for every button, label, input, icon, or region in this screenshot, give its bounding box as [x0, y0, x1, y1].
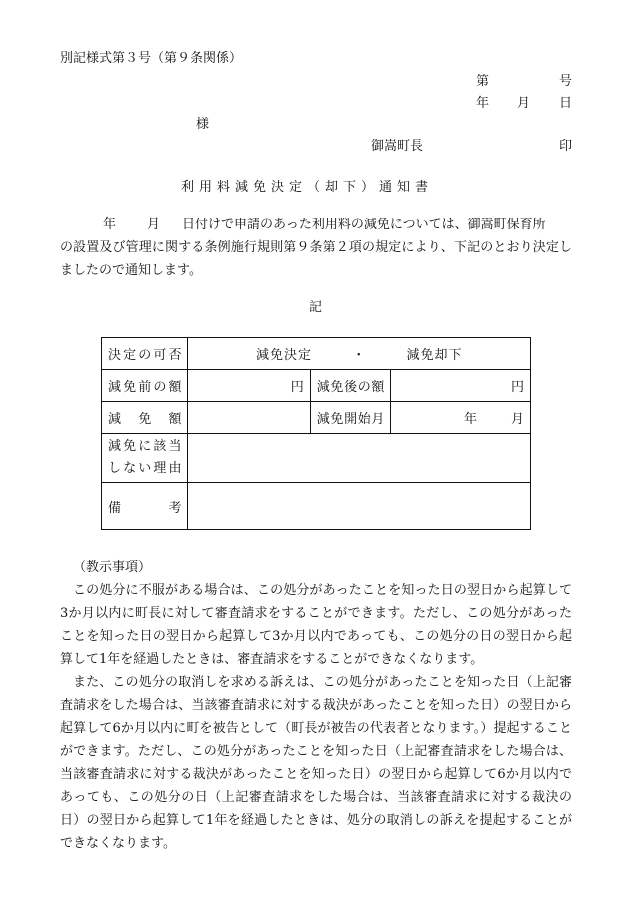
notes-heading: （教示事項） [73, 560, 152, 575]
start-month-label: 減免開始月 [310, 402, 391, 434]
date-month: 月 [517, 96, 531, 111]
notes-paragraph-2: また、この処分の取消しを求める訴えは、この処分があったことを知った日（上記審査請求をした場合は、当該審査請求に対する裁決があったことを知った日）の翌日から起算して6か月以内に町を被告として（町長が被告の代表者となります。）提起することができます。ただし、この処分があったことを知った日（上記審査請求をした場合は、当該審査請求に対する裁決があったことを知った日）の翌日から起算して6か月以内であっても、この処分の日（上記審査請求をした場合は、当該審査請求に対する裁決の日）の翌日から起算して1年を経過したときは、処分の取消しの訴えを提起することができなくなります。 [60, 675, 572, 851]
seal-mark: 印 [559, 139, 573, 154]
reason-value [188, 434, 531, 483]
reason-label-line-1: 減免に該当 [108, 439, 182, 454]
notes-paragraph-1: この処分に不服がある場合は、この処分があったことを知った日の翌日から起算して3か月以内に町長に対して審査請求をすることができます。ただし、この処分があったことを知った日の翌日から起算して3か月以内であっても、この処分の日の翌日から起算して1年を経過したときは、審査請求をすることができなくなります。 [60, 583, 572, 667]
start-month-unit: 月 [510, 412, 524, 427]
after-amount-label: 減免後の額 [310, 370, 391, 402]
table-row [102, 402, 531, 434]
before-amount-unit: 円 [188, 370, 310, 402]
reason-label [102, 434, 188, 483]
before-amount-label: 減免前の額 [102, 370, 188, 402]
decision-label: 決定の可否 [102, 338, 188, 370]
table-row [102, 434, 531, 483]
after-amount-unit: 円 [391, 370, 531, 402]
intro-month: 月 [147, 217, 161, 232]
ki-heading: 記 [309, 300, 323, 315]
start-year-unit: 年 [463, 412, 477, 427]
issuer-name: 御嵩町長 [371, 139, 424, 154]
intro-text: の設置及び管理に関する条例施行規則第９条第２項の規定により、下記のとおり決定しましたので通知します。 [60, 240, 572, 278]
number-label: 第 [476, 74, 490, 89]
reason-label-line-2: しない理由 [108, 461, 182, 476]
reduction-amount-label: 減免額 [102, 402, 188, 434]
intro-year: 年 [103, 217, 117, 232]
reduction-amount-value [188, 402, 310, 434]
table-row [102, 370, 531, 402]
addressee-suffix: 様 [196, 117, 210, 132]
remarks-value [188, 483, 531, 530]
start-month-value [391, 402, 531, 434]
table-row [102, 338, 531, 370]
number-suffix: 号 [559, 74, 573, 89]
remarks-label: 備考 [102, 483, 188, 530]
decision-option-approve: 減免決定 [255, 348, 312, 363]
date-day: 日 [559, 96, 573, 111]
document-title: 利用料減免決定（却下）通知書 [181, 180, 434, 195]
decision-options [188, 338, 531, 370]
intro-line-1: 日付けで申請のあった利用料の減免については、御嵩町保育所 [182, 218, 546, 231]
decision-separator: ・ [352, 348, 367, 363]
form-number: 別記様式第３号（第９条関係） [60, 51, 243, 66]
decision-table [101, 337, 531, 530]
decision-option-reject: 減免却下 [406, 348, 463, 363]
table-row [102, 483, 531, 530]
date-year: 年 [476, 96, 490, 111]
instruction-notes [60, 556, 572, 855]
